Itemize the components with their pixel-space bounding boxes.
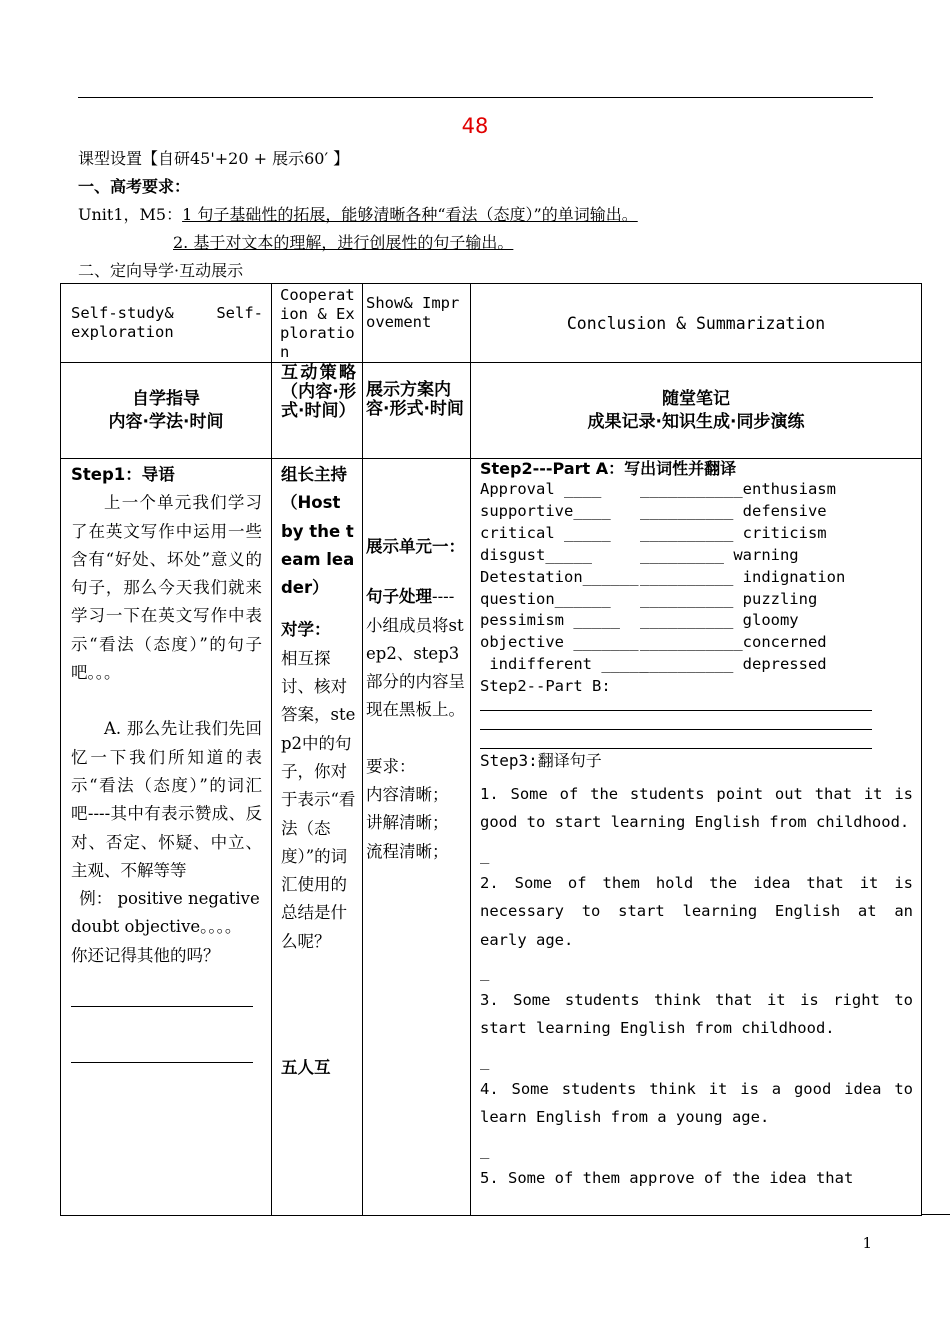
header-row-cn (61, 363, 922, 459)
part-b-title: Step2--Part B: (480, 677, 611, 696)
part-b-line-2[interactable] (480, 729, 872, 730)
vocab-row (480, 610, 913, 632)
vocab-right[interactable]: __________ indignation (640, 567, 846, 586)
translation-blank[interactable]: _ (480, 845, 490, 864)
translation-sentence: 1. Some of the students point out that it is good to start learning English from childhood. (480, 785, 913, 832)
step1-recall: A. 那么先让我们先回忆一下我们所知道的表示“看法（态度）”的词汇吧----其中有表示赞成、反对、否定、怀疑、中立、主观、不解等等 (71, 719, 262, 880)
vocab-right[interactable]: __________ puzzling (640, 589, 818, 608)
vocab-row (480, 589, 913, 611)
answer-line-2[interactable] (71, 1062, 253, 1063)
translation-blank[interactable]: _ (480, 1140, 490, 1159)
step1-intro: 上一个单元我们学习了在英文写作中运用一些含有“好处、坏处”意义的句子，那么今天我们就来学习一下在英文写作中表示“看法（态度）”的句子吧。。。 (71, 493, 262, 683)
col2-header-en: Cooperation & Exploration (272, 284, 363, 363)
vocab-right[interactable]: ___________enthusiasm (640, 480, 836, 498)
translation-blank[interactable]: _ (480, 1051, 490, 1070)
requirement-process: 流程清晰； (366, 841, 449, 861)
requirement-1-text: 1 句子基础性的拓展，能够清晰各种“看法（态度）”的单词输出。 (182, 205, 638, 224)
part-a-title: Step2---Part A：写出词性并翻译 (480, 459, 737, 478)
vocab-row (480, 654, 913, 676)
col3-body (363, 459, 471, 1216)
vocab-row (480, 479, 913, 501)
group-study-title: 五人互 (281, 1058, 331, 1078)
vocab-left[interactable]: question______ (480, 589, 611, 608)
vocab-left[interactable]: Approval ____ (480, 480, 602, 498)
vocab-left[interactable]: objective _______ (480, 633, 639, 652)
body-row (61, 459, 922, 1216)
sentence-list (480, 780, 913, 1192)
translation-sentence: 3. Some students think that it is right to start learning English from childhood. (480, 991, 913, 1038)
page-number: 1 (862, 1234, 872, 1252)
part-b-line-1[interactable] (480, 710, 872, 711)
show-plan-text: 句子处理----小组成员将step2、step3部分的内容呈现在黑板上。 (366, 587, 465, 720)
requirement-1 (78, 202, 638, 225)
vocab-left[interactable]: disgust_____ (480, 545, 592, 564)
step1-example: 例： positive negative doubt objective。。。。 (71, 889, 260, 937)
vocab-list (480, 479, 913, 676)
course-setting: 课型设置【自研45'+20 + 展示60′ 】 (78, 149, 350, 168)
col3-header-cn: 展示方案内容·形式·时间 (363, 363, 471, 459)
vocab-row (480, 567, 913, 589)
lesson-number: 48 (461, 114, 489, 138)
requirement-content: 内容清晰； (366, 785, 449, 805)
vocab-left[interactable]: Detestation______ (480, 567, 639, 586)
vocab-row (480, 523, 913, 545)
vocab-left[interactable]: critical _____ (480, 523, 611, 542)
host-note: 组长主持（Host by the team leader） (281, 465, 355, 598)
table-tail-line (921, 1214, 950, 1215)
part-b-line-3[interactable] (480, 748, 872, 749)
vocab-right[interactable]: __________ defensive (640, 501, 827, 520)
section2-title: 二、定向导学·互动展示 (78, 261, 244, 280)
header-row-en (61, 284, 922, 363)
col1-header-cn: 自学指导 内容·学法·时间 (61, 363, 272, 459)
col1-header-en: Self-study& Self-exploration (61, 284, 272, 363)
vocab-right[interactable]: __________ criticism (640, 523, 827, 542)
col3-header-en: Show& Improvement (363, 284, 471, 363)
header-rule (78, 97, 873, 98)
vocab-row (480, 501, 913, 523)
col4-header-cn: 随堂笔记 成果记录·知识生成·同步演练 (471, 363, 922, 459)
vocab-left[interactable]: supportive____ (480, 501, 611, 520)
show-unit-title: 展示单元一： (366, 537, 465, 556)
vocab-right[interactable]: _________ warning (640, 545, 799, 564)
requirement-prefix: Unit1，M5： (78, 205, 183, 224)
step3-title: Step3:翻译句子 (480, 751, 602, 771)
vocab-right[interactable]: ___________concerned (640, 633, 827, 652)
requirement-explain: 讲解清晰； (366, 813, 449, 833)
vocab-left[interactable]: pessimism _____ (480, 611, 620, 630)
pair-study-text: 相互探讨、核对答案，step2中的句子，你对于表示“看法（态度）”的词汇使用的总结是什么呢？ (281, 648, 356, 951)
col2-body (272, 459, 363, 1216)
pair-study-title: 对学： (281, 620, 331, 640)
translation-sentence: 2. Some of them hold the idea that it is necessary to start learning English at an early age. (480, 873, 913, 949)
vocab-row (480, 632, 913, 654)
study-table (60, 283, 922, 1216)
vocab-right[interactable]: __________ depressed (640, 655, 827, 674)
col4-body (471, 459, 922, 1216)
vocab-row (480, 545, 913, 567)
vocab-right[interactable]: __________ gloomy (640, 611, 799, 630)
step1-question: 你还记得其他的吗？ (71, 945, 220, 965)
answer-line-1[interactable] (71, 1006, 253, 1007)
section1-title: 一、高考要求： (78, 177, 191, 196)
col4-header-en: Conclusion & Summarization (471, 284, 922, 363)
translation-sentence: 5. Some of them approve of the idea that (480, 1168, 854, 1187)
translation-sentence: 4. Some students think it is a good idea to learn English from a young age. (480, 1080, 913, 1127)
translation-blank[interactable]: _ (480, 962, 490, 981)
requirement-title: 要求： (366, 756, 416, 776)
col2-header-cn: 互动策略（内容·形式·时间） (272, 363, 363, 459)
step1-title: Step1：导语 (71, 465, 175, 484)
requirement-2: 2. 基于对文本的理解，进行创展性的句子输出。 (173, 233, 514, 252)
vocab-left[interactable]: indifferent _____ (480, 655, 648, 674)
col1-body (61, 459, 272, 1216)
